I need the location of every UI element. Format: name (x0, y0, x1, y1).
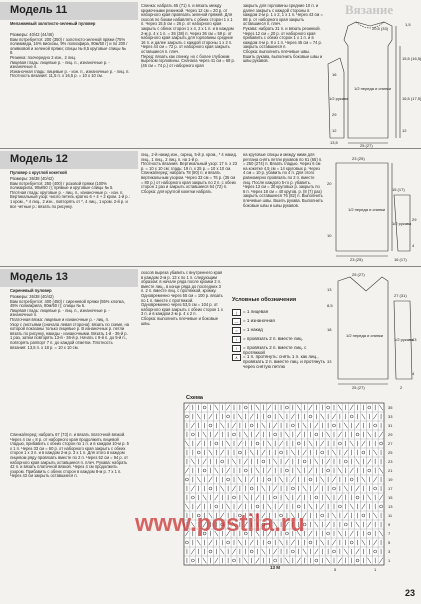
m13-top-width: 25 (27) (352, 272, 365, 277)
legend-item-5: = провязать 2 п. вместе лиц. с протяжкой (243, 345, 307, 355)
model-11-pattern-diagram (326, 20, 421, 148)
chart-row-label: 9 (388, 522, 391, 527)
legend-purl-icon: — (232, 318, 241, 325)
chart-row-label: 3 (388, 549, 391, 554)
chart-row-label: 1 (388, 558, 391, 563)
m13-side-height-3: 18 (327, 327, 332, 332)
m11-sleeve-width: 1/2 переда и спинки (354, 86, 392, 91)
model-11-subtitle: Меланжевый золотисто-зеленый пуловер (10, 21, 96, 26)
m11-sleeve-height-2: 29 (332, 112, 337, 117)
m13-hem-width-1: 25 (27) (352, 385, 365, 390)
m12-front-label: 1/2 переда и спинки (348, 207, 386, 212)
m11-side-top: 1,5 (405, 22, 411, 27)
m13-side-height-1: 13 (327, 287, 332, 292)
chart-row-label: 29 (388, 432, 393, 437)
watermark-text: Вязание (345, 2, 394, 17)
chart-row-label: 23 (388, 459, 393, 464)
chart-row-label: 17 (388, 486, 393, 491)
model-11-col2: Спинка: набрать 65 (71) п. и вязать между кромочными резинкой. Через 12 см = 20 р. от наборного края провязать зеленой пряжей. Для скосов по бокам набавлять с обеих сторон 1 x 1 п. Через 15,5 см = 26 р. от наборного края закрыть с обеих сторон 1 x 4, 2 x 1 п. и в каждом 2-м р. 4 x 1 п. = 36 (38) п. Через 36 см = 59 р. от наборного края закрыть для горловины средние 16 п. и далее закрыть с каждой стороны 1 x 2 п. Через 44 см = 72 р. от наборного края закрыть оставшиеся п. плеч. Перед: вязать как спинку, но с более глубоким вырезом горловины. Сначала через 41 см = 68 р. (45 см = 74 р.) от наборного края (141, 3, 235, 68)
model-12-title: Модель 12 (10, 153, 68, 165)
model-13-col3: скосов выреза убавить с внутреннего края в каждом 2-м р. 13 x по 1 п. следующим образом: в начале ряда после кромки 2 п. вместе лиц., в конце ряда до последних 3 п. 2 п. вместе лиц. с протяжкой, кромку. Одновременно через 55 см = 100 р. вязать по 1 п. вместе с протяжкой. Одновременно через 53,5 см = 104 р. от наборного края закрыть с обеих сторон 1 x 3 п. и в каждом 2-м р. 4 x 2 п. Сборка: выполнить плечевые и боковые швы. (141, 270, 223, 326)
model-12-col3: на круговые спицы и между ними для реглана снять петли рукавов по 61 (65) п. = 250 (274) п. Вязать гладью. Через 6 см на кокетке 4,5 см = 14 круговых р. Через 4 см = 10 р. убавить по 4 п. Для этого равномерно провязать по 2 п. вместе лиц. После каждого 5-го р. убавить. Через 13 см = 30 круговых р. закрыть по 6 п. Через 18 см = 40 кругов. р. (8 (7) раз) закрыть оставшиеся 76 (82) п. Выполнить плечевые швы. Вшить рукава. Выполнить боковые швы и швы рукавов. (243, 152, 325, 208)
m11-side-height-3: 12 (402, 128, 407, 133)
m11-sleeve-label: 1/2 рукава (329, 96, 349, 101)
chart-row-label: 19 (388, 477, 393, 482)
legend-title: Условные обозначения (232, 297, 297, 303)
m13-sleeve-height-1: 43 (412, 337, 417, 342)
m13-sleeve-height-2: 4 (412, 371, 415, 376)
schema-title: Схема (186, 395, 203, 401)
m12-hem-width-1: 23 (25) (350, 257, 363, 262)
m12-side-height-2: 10 (327, 233, 332, 238)
m13-side-height-2: 8,5 (327, 303, 333, 308)
model-11-title: Модель 11 (10, 4, 68, 16)
m11-sleeve-height-1: 16 (332, 72, 337, 77)
chart-row-label: 5 (388, 540, 391, 545)
m12-sleeve-top: 15 (17) (392, 187, 405, 192)
model-11-col1: Размеры: 40/42 (44/46) Вам потребуется: 200 (350) г золотисто-зеленой пряжи (75% полиамида, 16% вискозы, 9% полиэфира, 90м/50 г) и по 200 г оливковой и зеленой пряжи; спицы № 8,5 круговые спицы № 8. Резинка: поочередно 2 изн., 2 лиц. Лицевая гладь: лицевые р. - лиц. п., изнаночные р. - изнаночные п. Изнаночная гладь: лицевые р. - изн. п., изнаночные р. - лиц. п. Плотность вязания: 11,5 п. x 16,5 р. = 10 x 10 см. (10, 32, 130, 79)
model-13-subtitle: Сиреневый пуловер (10, 288, 52, 293)
site-watermark: www.postila.ru (135, 510, 305, 537)
legend-k2tog-icon: / (232, 336, 241, 343)
chart-row-label: 33 (388, 414, 393, 419)
m13-sleeve-top: 27 (31) (394, 293, 407, 298)
knitting-chart (184, 403, 406, 577)
legend-item-4: = провязать 2 п. вместе лиц. (243, 336, 303, 341)
legend-item-1: = 1 лицевая (243, 309, 269, 314)
chart-row-label: 7 (388, 531, 391, 536)
m11-side-height-1: 15,5 (16,5) (402, 56, 421, 61)
m12-sleeve-height-2: 4 (412, 243, 415, 248)
model-12-col2: лиц., 2-й накид изн., скрещ. 5-й р. кром., * 4 накид. лиц., 1 лиц., 2 лиц. п. на 1-й р. Плотность вязания. Вертикальный узор: 17 п. x 23 р. = 10 x 10 см; гладь: 19 п. x 25 р. = 10 x 10 см. Спинка/перед: набрать 78 (80) п. и вязать вертикальным узором. Через 33 см = 76 р. (35 см = 80 р.) от наборного края закрыть по 2 п. с обеих сторон 1 раз и закрыть оставшиеся 64 (72) п. Сборка: для круглой кокетки набрать (141, 152, 237, 194)
model-11-section (0, 0, 421, 148)
m12-sleeve-label: 1/2 рукава (392, 221, 412, 226)
chart-row-label: 15 (388, 495, 393, 500)
legend-item-6: = 1 п. протянуть: снять 1 п. как лиц., провязать 2 п. вместе лиц. и протянуть через снятую петлю (243, 354, 325, 369)
rapport-label: 13 М (270, 565, 281, 570)
legend-item-3: = 1 накид (243, 327, 263, 332)
chart-row-label: 21 (388, 468, 393, 473)
legend-yarn-over-icon: ○ (232, 327, 241, 334)
legend-knit-icon: | (232, 309, 241, 316)
model-13-pattern-diagram (326, 271, 418, 391)
model-12-col1: Размеры: 36/38 (40/42) Вам потребуется: 250 (400) г розовой пряжи (100% полиакрила, 90м/50 г); прямые и круговые спицы № 5. Плотная гладь: круговые р. - лиц. п., изнаночные р. - изн. п. Вертикальный узор: число петель кратно 6 + 4 + 2 кром. 1-й р.: 1 кром., * 4 лиц., 2 изн., повторять от *, 4 лиц., 1 кром. 2-й р. и все четные р.: вязать по рисунку. (10, 176, 130, 209)
m13-hem-width-2: 2 (400, 385, 403, 390)
m13-side-height-4: 33 (327, 359, 332, 364)
model-13-title: Модель 13 (10, 271, 68, 283)
m12-sleeve-height-1: 29 (412, 217, 417, 222)
col-mark-1: 1 (374, 567, 377, 572)
m13-sleeve-label: 1/2 рукава (394, 337, 414, 342)
model-12-pattern-diagram (326, 155, 418, 263)
m11-side-height-2: 16,5 (17,5) (402, 96, 421, 101)
chart-row-label: 13 (388, 504, 393, 509)
chart-row-label: 25 (388, 450, 393, 455)
m12-side-height-1: 20 (327, 181, 332, 186)
chart-row-label: 27 (388, 441, 393, 446)
col-mark-5: 5 (334, 567, 337, 572)
page-number: 23 (404, 588, 415, 598)
model-13-col2: Спинка/перед: набрать 67 (73) п. и вязать платочной вязкой. Через 4 см = 8 р. от наборного края продолжить лицевой гладью, прибавить с обеих сторон по 1 п. и в каждом 10-м р. 5 x 1 п. Через 33 см = 60 р. от наборного края закрыть с обеих сторон 1 x 3 п. и в каждом 2-м р. 3 x 1 п. Для этого в каждом лицевом ряду провязать вместе по 2 п. Через 52 см = 94 р. от наборного края закрыть оставшиеся п. плеч. Рукава: набрать 42 п. и вязать платочной вязкой. Через 4 см продолжить узором. Прибавить с обеих сторон в каждом 8-м р. 7 x 1 п. Через 43 см закрыть оставшиеся п. (10, 432, 131, 479)
m12-top-width: 23 (25) (352, 156, 365, 161)
chart-row-label: 31 (388, 423, 393, 428)
chart-row-label: 35 (388, 405, 393, 410)
m11-sleeve-height-3: 12 (332, 128, 337, 133)
model-13-col1: Размеры: 36/38 (40/42) Вам потребуется: 400 (450) г сиреневой пряжи (55% хлопка, 45% полиакрила, 90м/50 г); спицы № 6. Лицевая гладь: лицевые р. - лиц. п., изнаночные р. - изнаночные п. Платочная вязка: лицевые и изнаночные р. - лиц. п. Узор с листьями (сначала левая сторона): вязать по схеме, на которой показаны только лицевые р. В изнаночных р. петли вязать по рисунку, накиды - изнаночными. Вязать 1-й - 36-й р. 1 раз, затем повторять 13-й - 36-й р. Начать с 8-й п. до 5-й п., повторять раппорт 7 п. до каждой отметки. Плотность вязания: 13,5 п. x 18 р. = 10 x 10 см. (10, 294, 130, 350)
chart-row-label: 11 (388, 513, 393, 518)
m11-hem-width: 25 (27) (360, 143, 373, 148)
legend-dec-icon: ∧ (232, 354, 241, 361)
legend-ssk-icon: \ (232, 345, 241, 352)
model-11-col3: закрыть для горловины средние 10 п. и далее закрыть с каждой стороны в каждом 2-м р. 1 x 2, 1 x 1 п. Через 43 см = 68 р. от наборного края закрыть оставшиеся п. плеч. Рукава: набрать 31 п. и вязать резинкой. Через 12 см = 20 р. от наборного края прибавить с обеих сторон 1 x 1 п. и в каждом 4-м р. 8 x 1 п. Через 45 см = 74 р. закрыть оставшиеся п. Сборка: выполнить плечевые швы. Вшить рукава, выполнить боковые швы и швы рукавов. (243, 3, 323, 64)
model-12-subtitle: Пуловер с круглой кокеткой (10, 170, 67, 175)
legend-item-2: = 1 изнаночная (243, 318, 275, 323)
m13-front-label: 1/2 переда и спинки (346, 333, 384, 338)
model-13-section (0, 267, 421, 604)
m11-body-outline (344, 22, 392, 138)
m12-hem-width-2: 16 (17) (394, 257, 407, 262)
m13-body-outline (338, 277, 388, 379)
model-12-section (0, 149, 421, 266)
m11-top-width: 20,5 (33) (372, 26, 389, 31)
m11-sleeve-bottom: 13,5 (330, 140, 338, 145)
